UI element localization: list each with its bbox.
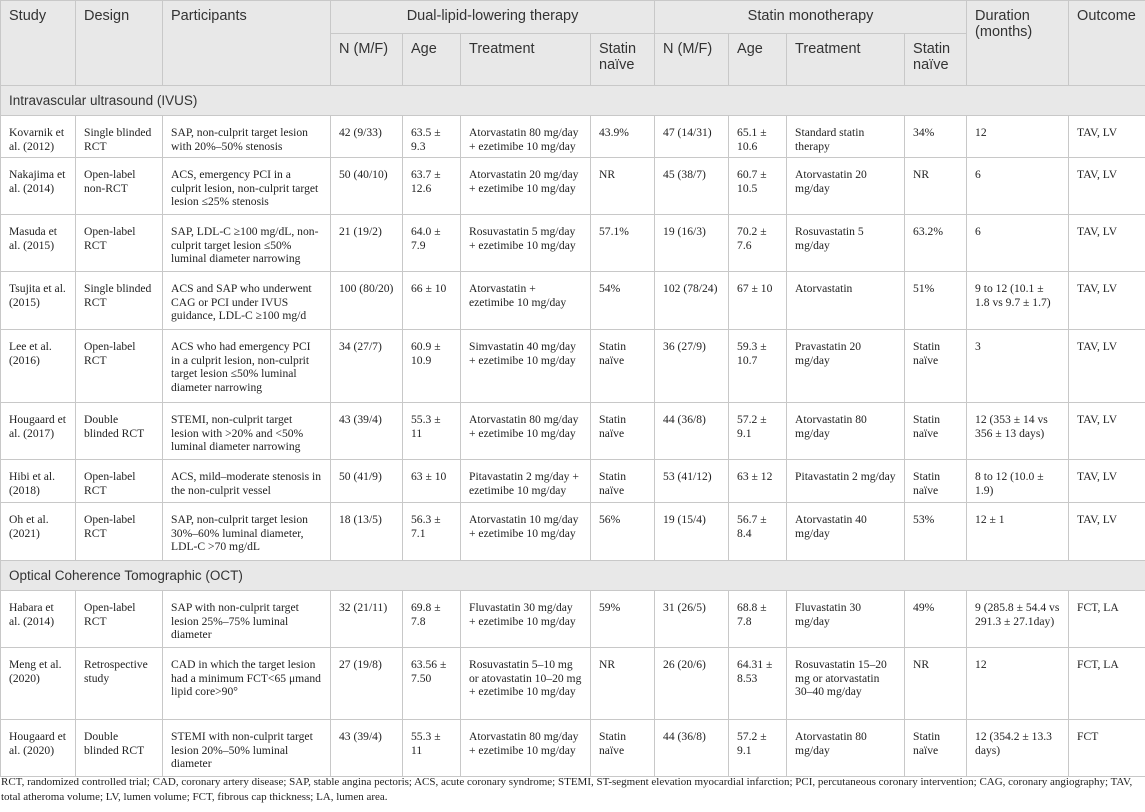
table-row [1, 648, 1145, 720]
cell-statin-n: 19 (15/4) [655, 503, 729, 561]
cell-statin-age: 56.7 ± 8.4 [729, 503, 787, 561]
cell-statin-n: 31 (26/5) [655, 591, 729, 648]
cell-dual-age: 55.3 ± 11 [403, 403, 461, 460]
cell-dual-naive: 54% [591, 272, 655, 330]
cell-dual-n: 21 (19/2) [331, 215, 403, 272]
cell-study: Habara et al. (2014) [1, 591, 76, 648]
cell-statin-treatment: Atorvastatin 80 mg/day [787, 720, 905, 777]
cell-design: Open-label non-RCT [76, 158, 163, 215]
cell-statin-age: 64.31 ± 8.53 [729, 648, 787, 720]
cell-participants: SAP, LDL-C ≥100 mg/dL, non-culprit target lesion ≤50% luminal diameter narrowing [163, 215, 331, 272]
cell-design: Single blinded RCT [76, 272, 163, 330]
header-statin-treatment: Treatment [787, 34, 905, 86]
table-row [1, 272, 1145, 330]
cell-study: Lee et al. (2016) [1, 330, 76, 403]
table-row [1, 330, 1145, 403]
cell-dual-n: 42 (9/33) [331, 116, 403, 158]
table-row [1, 591, 1145, 648]
cell-duration: 6 [967, 158, 1069, 215]
cell-statin-naive: NR [905, 158, 967, 215]
cell-dual-age: 69.8 ± 7.8 [403, 591, 461, 648]
table-row [1, 403, 1145, 460]
cell-outcome: TAV, LV [1069, 116, 1145, 158]
header-statin-n: N (M/F) [655, 34, 729, 86]
cell-study: Masuda et al. (2015) [1, 215, 76, 272]
cell-duration: 12 [967, 116, 1069, 158]
cell-dual-age: 66 ± 10 [403, 272, 461, 330]
cell-duration: 12 (354.2 ± 13.3 days) [967, 720, 1069, 777]
cell-statin-age: 70.2 ± 7.6 [729, 215, 787, 272]
cell-duration: 8 to 12 (10.0 ± 1.9) [967, 460, 1069, 503]
cell-dual-naive: NR [591, 648, 655, 720]
section-row-oct [1, 561, 1145, 591]
header-study: Study [1, 1, 76, 86]
cell-outcome: TAV, LV [1069, 272, 1145, 330]
cell-dual-treatment: Fluvastatin 30 mg/day + ezetimibe 10 mg/day [461, 591, 591, 648]
cell-design: Open-label RCT [76, 460, 163, 503]
cell-statin-n: 47 (14/31) [655, 116, 729, 158]
header-statin-group: Statin monotherapy [655, 1, 967, 34]
table-footnote: RCT, randomized controlled trial; CAD, coronary artery disease; SAP, stable angina pectoris; ACS, acute coronary syndrome; STEMI, ST-segment elevation myocardial infarction; PCI, percutaneous coronary intervention; CAG, coronary angiography; TAV, total atheroma volume; LV, lumen volume; FCT, fibrous cap thickness; LA, lumen area. [1, 776, 1133, 803]
cell-dual-treatment: Atorvastatin + ezetimibe 10 mg/day [461, 272, 591, 330]
cell-outcome: FCT [1069, 720, 1145, 777]
table-row [1, 116, 1145, 158]
header-dual-naive: Statin naïve [591, 34, 655, 86]
cell-duration: 12 (353 ± 14 vs 356 ± 13 days) [967, 403, 1069, 460]
cell-design: Double blinded RCT [76, 720, 163, 777]
cell-participants: CAD in which the target lesion had a minimum FCT<65 μmand lipid core>90° [163, 648, 331, 720]
cell-dual-n: 50 (40/10) [331, 158, 403, 215]
cell-statin-treatment: Atorvastatin 40 mg/day [787, 503, 905, 561]
cell-dual-n: 34 (27/7) [331, 330, 403, 403]
cell-statin-treatment: Pravastatin 20 mg/day [787, 330, 905, 403]
cell-statin-treatment: Standard statin therapy [787, 116, 905, 158]
cell-study: Kovarnik et al. (2012) [1, 116, 76, 158]
cell-design: Retrospective study [76, 648, 163, 720]
cell-duration: 9 to 12 (10.1 ± 1.8 vs 9.7 ± 1.7) [967, 272, 1069, 330]
cell-statin-naive: 51% [905, 272, 967, 330]
cell-dual-naive: Statin naïve [591, 720, 655, 777]
cell-statin-naive: NR [905, 648, 967, 720]
cell-statin-n: 45 (38/7) [655, 158, 729, 215]
cell-dual-naive: Statin naïve [591, 403, 655, 460]
cell-statin-n: 53 (41/12) [655, 460, 729, 503]
cell-participants: SAP, non-culprit target lesion 30%–60% luminal diameter, LDL-C >70 mg/dL [163, 503, 331, 561]
cell-dual-naive: 57.1% [591, 215, 655, 272]
cell-statin-naive: Statin naïve [905, 403, 967, 460]
cell-design: Open-label RCT [76, 591, 163, 648]
header-statin-age: Age [729, 34, 787, 86]
cell-dual-n: 100 (80/20) [331, 272, 403, 330]
cell-study: Meng et al. (2020) [1, 648, 76, 720]
cell-statin-naive: 34% [905, 116, 967, 158]
cell-participants: ACS and SAP who underwent CAG or PCI under IVUS guidance, LDL-C ≥100 mg/d [163, 272, 331, 330]
cell-participants: STEMI, non-culprit target lesion with >20% and <50% luminal diameter narrowing [163, 403, 331, 460]
cell-statin-treatment: Atorvastatin [787, 272, 905, 330]
cell-dual-treatment: Pitavastatin 2 mg/day + ezetimibe 10 mg/day [461, 460, 591, 503]
cell-participants: ACS, emergency PCI in a culprit lesion, non-culprit target lesion ≤25% stenosis [163, 158, 331, 215]
header-participants: Participants [163, 1, 331, 86]
cell-statin-treatment: Rosuvastatin 15–20 mg or atorvastatin 30–40 mg/day [787, 648, 905, 720]
cell-statin-naive: Statin naïve [905, 720, 967, 777]
cell-statin-treatment: Pitavastatin 2 mg/day [787, 460, 905, 503]
cell-dual-naive: 43.9% [591, 116, 655, 158]
cell-participants: ACS who had emergency PCI in a culprit lesion, non-culprit target lesion ≤50% luminal diameter narrowing [163, 330, 331, 403]
cell-study: Hougaard et al. (2017) [1, 403, 76, 460]
cell-dual-treatment: Atorvastatin 80 mg/day + ezetimibe 10 mg/day [461, 403, 591, 460]
cell-statin-naive: 49% [905, 591, 967, 648]
header-design: Design [76, 1, 163, 86]
header-outcome: Outcome [1069, 1, 1145, 86]
cell-dual-age: 63.56 ± 7.50 [403, 648, 461, 720]
cell-outcome: TAV, LV [1069, 330, 1145, 403]
cell-duration: 12 ± 1 [967, 503, 1069, 561]
cell-dual-naive: NR [591, 158, 655, 215]
cell-dual-treatment: Atorvastatin 10 mg/day + ezetimibe 10 mg/day [461, 503, 591, 561]
cell-dual-age: 63 ± 10 [403, 460, 461, 503]
cell-participants: SAP with non-culprit target lesion 25%–75% luminal diameter [163, 591, 331, 648]
cell-dual-age: 64.0 ± 7.9 [403, 215, 461, 272]
cell-dual-treatment: Simvastatin 40 mg/day + ezetimibe 10 mg/day [461, 330, 591, 403]
cell-dual-treatment: Atorvastatin 80 mg/day + ezetimibe 10 mg/day [461, 116, 591, 158]
cell-outcome: TAV, LV [1069, 158, 1145, 215]
cell-dual-n: 50 (41/9) [331, 460, 403, 503]
header-statin-naive: Statin naïve [905, 34, 967, 86]
cell-outcome: TAV, LV [1069, 403, 1145, 460]
header-dual-age: Age [403, 34, 461, 86]
cell-statin-treatment: Atorvastatin 20 mg/day [787, 158, 905, 215]
cell-duration: 6 [967, 215, 1069, 272]
cell-statin-naive: 63.2% [905, 215, 967, 272]
cell-duration: 9 (285.8 ± 54.4 vs 291.3 ± 27.1day) [967, 591, 1069, 648]
cell-statin-naive: Statin naïve [905, 460, 967, 503]
cell-outcome: TAV, LV [1069, 215, 1145, 272]
cell-dual-n: 43 (39/4) [331, 403, 403, 460]
cell-dual-naive: 56% [591, 503, 655, 561]
cell-design: Double blinded RCT [76, 403, 163, 460]
table-row [1, 215, 1145, 272]
cell-dual-treatment: Rosuvastatin 5–10 mg or atovastatin 10–20 mg + ezetimibe 10 mg/day [461, 648, 591, 720]
cell-statin-n: 102 (78/24) [655, 272, 729, 330]
cell-study: Hibi et al. (2018) [1, 460, 76, 503]
header-duration: Duration (months) [967, 1, 1069, 86]
cell-statin-n: 19 (16/3) [655, 215, 729, 272]
cell-statin-age: 57.2 ± 9.1 [729, 720, 787, 777]
cell-dual-naive: 59% [591, 591, 655, 648]
cell-statin-n: 36 (27/9) [655, 330, 729, 403]
table-row [1, 460, 1145, 503]
cell-statin-age: 68.8 ± 7.8 [729, 591, 787, 648]
cell-outcome: TAV, LV [1069, 460, 1145, 503]
section-row-ivus [1, 86, 1145, 116]
cell-duration: 3 [967, 330, 1069, 403]
section-title: Optical Coherence Tomographic (OCT) [1, 561, 1145, 591]
cell-design: Open-label RCT [76, 215, 163, 272]
cell-dual-age: 55.3 ± 11 [403, 720, 461, 777]
table-row [1, 158, 1145, 215]
cell-statin-treatment: Atorvastatin 80 mg/day [787, 403, 905, 460]
cell-dual-age: 63.5 ± 9.3 [403, 116, 461, 158]
section-title: Intravascular ultrasound (IVUS) [1, 86, 1145, 116]
table-row [1, 720, 1145, 777]
cell-statin-age: 59.3 ± 10.7 [729, 330, 787, 403]
cell-participants: STEMI with non-culprit target lesion 20%–50% luminal diameter [163, 720, 331, 777]
cell-statin-age: 57.2 ± 9.1 [729, 403, 787, 460]
cell-outcome: FCT, LA [1069, 648, 1145, 720]
cell-dual-treatment: Atorvastatin 80 mg/day + ezetimibe 10 mg/day [461, 720, 591, 777]
cell-dual-age: 60.9 ± 10.9 [403, 330, 461, 403]
cell-dual-treatment: Atorvastatin 20 mg/day + ezetimibe 10 mg/day [461, 158, 591, 215]
cell-dual-naive: Statin naïve [591, 330, 655, 403]
cell-statin-naive: 53% [905, 503, 967, 561]
cell-statin-naive: Statin naïve [905, 330, 967, 403]
cell-study: Oh et al. (2021) [1, 503, 76, 561]
cell-statin-n: 44 (36/8) [655, 720, 729, 777]
header-dual-n: N (M/F) [331, 34, 403, 86]
cell-dual-n: 32 (21/11) [331, 591, 403, 648]
cell-dual-n: 43 (39/4) [331, 720, 403, 777]
cell-statin-age: 63 ± 12 [729, 460, 787, 503]
cell-statin-n: 44 (36/8) [655, 403, 729, 460]
cell-statin-treatment: Fluvastatin 30 mg/day [787, 591, 905, 648]
cell-statin-age: 60.7 ± 10.5 [729, 158, 787, 215]
cell-participants: ACS, mild–moderate stenosis in the non-culprit vessel [163, 460, 331, 503]
cell-dual-naive: Statin naïve [591, 460, 655, 503]
cell-statin-n: 26 (20/6) [655, 648, 729, 720]
cell-duration: 12 [967, 648, 1069, 720]
cell-statin-treatment: Rosuvastatin 5 mg/day [787, 215, 905, 272]
cell-design: Single blinded RCT [76, 116, 163, 158]
cell-design: Open-label RCT [76, 330, 163, 403]
cell-study: Hougaard et al. (2020) [1, 720, 76, 777]
cell-outcome: FCT, LA [1069, 591, 1145, 648]
header-dual-group: Dual-lipid-lowering therapy [331, 1, 655, 34]
cell-dual-treatment: Rosuvastatin 5 mg/day + ezetimibe 10 mg/day [461, 215, 591, 272]
cell-study: Nakajima et al. (2014) [1, 158, 76, 215]
cell-study: Tsujita et al. (2015) [1, 272, 76, 330]
cell-dual-n: 27 (19/8) [331, 648, 403, 720]
cell-dual-age: 56.3 ± 7.1 [403, 503, 461, 561]
cell-dual-age: 63.7 ± 12.6 [403, 158, 461, 215]
table-row [1, 503, 1145, 561]
cell-design: Open-label RCT [76, 503, 163, 561]
cell-statin-age: 65.1 ± 10.6 [729, 116, 787, 158]
cell-outcome: TAV, LV [1069, 503, 1145, 561]
cell-dual-n: 18 (13/5) [331, 503, 403, 561]
header-dual-treatment: Treatment [461, 34, 591, 86]
cell-participants: SAP, non-culprit target lesion with 20%–50% stenosis [163, 116, 331, 158]
cell-statin-age: 67 ± 10 [729, 272, 787, 330]
